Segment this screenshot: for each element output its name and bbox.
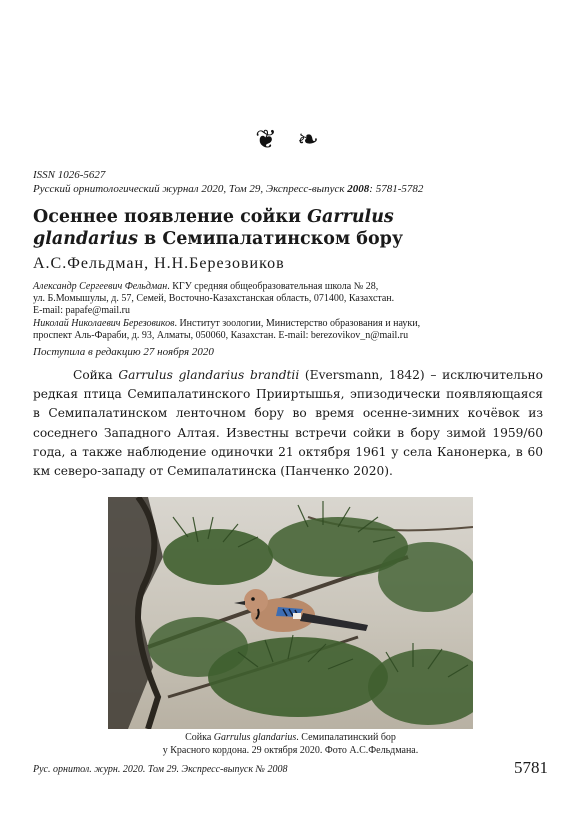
affiliation-2-line2: проспект Аль-Фараби, д. 93, Алматы, 050060, Казахстан. E-mail: berezovikov_n@mail.ru [33, 329, 409, 341]
affiliation-1-line2: ул. Б.Момышулы, д. 57, Семей, Восточно-Казахстанская область, 071400, Казахстан. [33, 293, 395, 305]
caption-latin: Garrulus glandarius [213, 732, 297, 743]
journal-prefix: Русский орнитологический журнал 2020, Том 29, Экспресс-выпуск [33, 183, 348, 195]
caption-line1 [108, 732, 473, 745]
issue-number: 2008 [347, 183, 370, 195]
affiliation-1-line1: . КГУ средняя общеобразовательная школа № 28, [167, 281, 379, 292]
body-latin: Garrulus glandarius brandtii [118, 368, 300, 382]
jay-bird [234, 589, 368, 632]
received-date: Поступила в редакцию 27 ноября 2020 [33, 346, 214, 358]
photo-caption [108, 732, 473, 757]
title-latin2: glandarius [33, 229, 138, 249]
jay-illustration [108, 497, 473, 729]
title-latin1: Garrulus [307, 207, 394, 227]
publication-meta [33, 168, 553, 196]
ornament-fleurons: ❦ ❧ [255, 125, 325, 155]
body-paragraph [33, 366, 543, 481]
affiliation-2 [33, 318, 553, 330]
journal-citation [33, 182, 553, 196]
issn: ISSN 1026-5627 [33, 169, 106, 181]
caption-lead: Сойка [185, 732, 214, 743]
article-body [33, 366, 543, 481]
title-part2: в Семипалатинском бору [137, 229, 404, 249]
body-lead: Сойка [73, 368, 119, 382]
affiliations [33, 281, 553, 342]
authors: А.С.Фельдман, Н.Н.Березовиков [33, 255, 285, 272]
jay-photo [108, 497, 473, 729]
article-title [33, 206, 553, 250]
caption-line2: у Красного кордона. 29 октября 2020. Фото А.С.Фельдмана. [162, 744, 419, 756]
running-footer: Рус. орнитол. журн. 2020. Том 29. Экспресс-выпуск № 2008 [33, 764, 288, 775]
author2-name: Николай Николаевич Березовиков [33, 317, 175, 329]
affiliation-1-email: E-mail: papafe@mail.ru [33, 305, 130, 317]
author1-name: Александр Сергеевич Фельдман [33, 281, 168, 292]
page-range: : 5781-5782 [369, 183, 424, 195]
page-number: 5781 [514, 758, 548, 777]
caption-rest: . Семипалатинский бор [296, 732, 396, 743]
affiliation-1 [33, 281, 553, 293]
body-rest: (Eversmann, 1842) – исключительно редкая птица Семипалатинского Прииртышья, эпизодически появляющаяся в Семипалатинском ленточном бору во время осенне-зимних кочёвок из соседнего Западного Алтая. Известны встречи сойки в бору зимой 1959/60 года, а также наблюдение одиночки 21 октября 1961 у села Канонерка, в 60 км северо-западу от Семипалатинска (Панченко 2020). [33, 368, 544, 479]
title-part1: Осеннее появление сойки [33, 207, 308, 227]
affiliation-2-line1: . Институт зоологии, Министерство образования и науки, [174, 317, 421, 329]
